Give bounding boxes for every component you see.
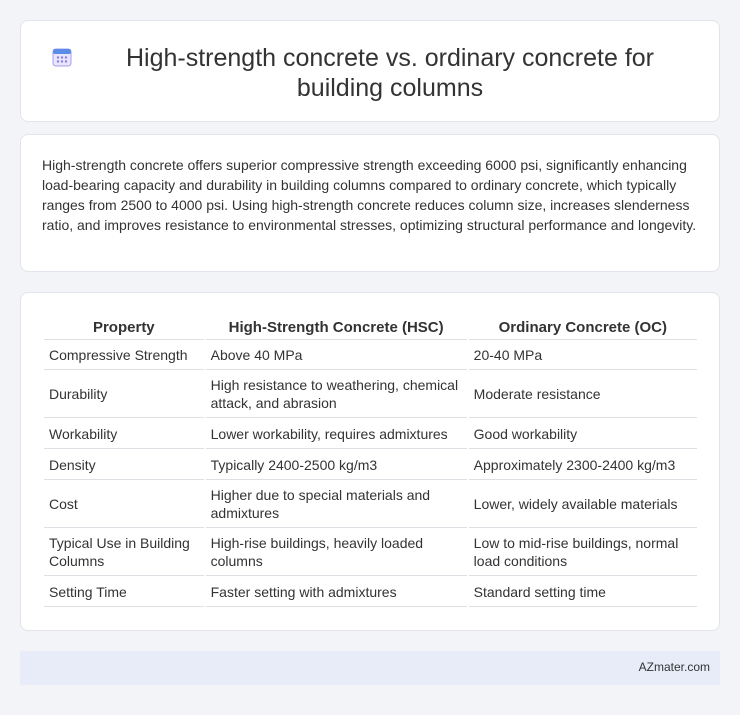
hsc-cell: High resistance to weathering, chemical attack, and abrasion (206, 372, 467, 418)
summary-card (20, 134, 720, 272)
table-row (44, 372, 697, 418)
oc-cell: 20-40 MPa (469, 342, 697, 370)
hsc-cell: Above 40 MPa (206, 342, 467, 370)
table-row (44, 482, 697, 528)
column-header-oc: Ordinary Concrete (OC) (469, 317, 697, 340)
property-cell: Workability (44, 420, 204, 449)
table-row (44, 420, 697, 449)
hsc-cell: Faster setting with admixtures (206, 578, 467, 607)
oc-cell: Moderate resistance (469, 372, 697, 418)
oc-cell: Approximately 2300-2400 kg/m3 (469, 451, 697, 480)
summary-paragraph: High-strength concrete offers superior compressive strength exceeding 6000 psi, significantly enhancing load-bearing capacity and durability in building columns compared to ordinary concrete, which typically ranges from 2500 to 4000 psi. Using high-strength concrete reduces column size, increases slenderness ratio, and improves resistance to environmental stresses, optimizing structural performance and longevity. (42, 157, 697, 233)
hsc-cell: Typically 2400-2500 kg/m3 (206, 451, 467, 480)
property-cell: Cost (44, 482, 204, 528)
oc-cell: Standard setting time (469, 578, 697, 607)
oc-cell: Lower, widely available materials (469, 482, 697, 528)
table-row (44, 530, 697, 576)
comparison-table (42, 315, 699, 609)
oc-cell: Good workability (469, 420, 697, 449)
table-row (44, 451, 697, 480)
footer (20, 651, 720, 685)
property-cell: Density (44, 451, 204, 480)
column-header-hsc: High-Strength Concrete (HSC) (206, 317, 467, 340)
table-row (44, 342, 697, 370)
page-title: High-strength concrete vs. ordinary concrete for building columns (125, 44, 654, 102)
hsc-cell: Lower workability, requires admixtures (206, 420, 467, 449)
title-card (20, 20, 720, 122)
property-cell: Typical Use in Building Columns (44, 530, 204, 576)
hsc-cell: Higher due to special materials and admixtures (206, 482, 467, 528)
property-cell: Setting Time (44, 578, 204, 607)
table-header-row (44, 317, 697, 340)
property-cell: Durability (44, 372, 204, 418)
table-row (44, 578, 697, 607)
hsc-cell: High-rise buildings, heavily loaded columns (206, 530, 467, 576)
property-cell: Compressive Strength (44, 342, 204, 370)
footer-brand: AZmater.com (638, 660, 710, 674)
oc-cell: Low to mid-rise buildings, normal load conditions (469, 530, 697, 576)
column-header-property: Property (44, 317, 204, 340)
comparison-card (20, 292, 720, 631)
